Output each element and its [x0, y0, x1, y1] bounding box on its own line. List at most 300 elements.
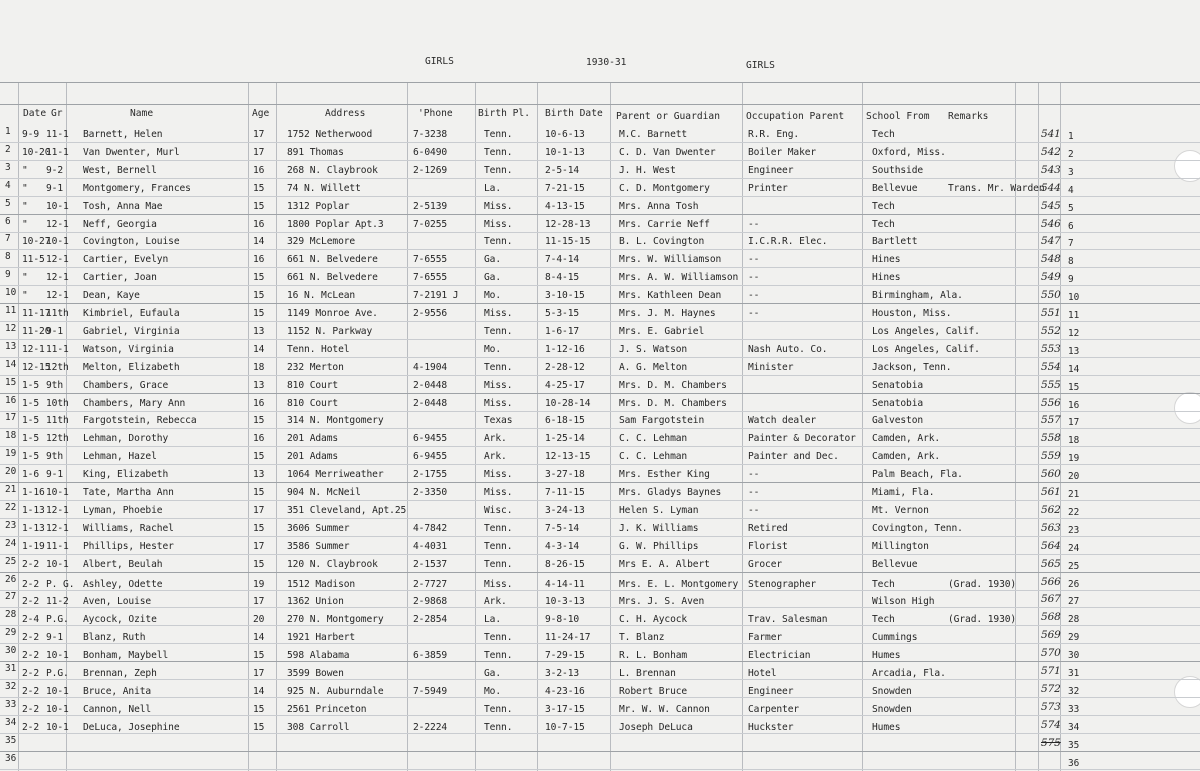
row-rule	[0, 661, 1200, 662]
row-number-right: 17	[1068, 417, 1080, 429]
cell-date: 1-16	[22, 487, 45, 498]
cell-school: Wilson High	[872, 596, 935, 608]
cell-occ: Hotel	[748, 668, 777, 679]
cell-date: 12-15	[22, 361, 51, 373]
cell-occ: Stenographer	[748, 578, 817, 590]
row-rule	[0, 751, 1200, 752]
cell-age: 15	[253, 558, 265, 570]
row-number-right: 8	[1068, 256, 1074, 268]
cell-bd: 10-1-13	[545, 146, 585, 158]
cell-addr: 3586 Summer	[287, 540, 350, 552]
cell-name: Van Dwenter, Murl	[83, 146, 180, 158]
row-number-left: 7	[5, 233, 11, 245]
cell-bp: Ark.	[484, 451, 507, 463]
cell-name: Dean, Kaye	[83, 290, 140, 302]
cell-bd: 4-25-17	[545, 379, 585, 391]
cell-bp: Ga.	[484, 254, 502, 266]
cell-age: 16	[253, 218, 265, 230]
cell-bp: Ark.	[484, 433, 507, 445]
register-number: 559	[1041, 450, 1061, 463]
register-number: 545	[1041, 199, 1061, 212]
row-number-right: 29	[1068, 632, 1080, 644]
cell-bp: Tenn.	[484, 558, 513, 570]
row-number-left: 16	[5, 394, 17, 406]
cell-gr: 11-2	[46, 596, 69, 608]
cell-age: 14	[253, 236, 265, 248]
cell-bd: 3-17-15	[545, 703, 585, 715]
cell-gr: P.G.	[46, 614, 69, 626]
cell-school: Palm Beach, Fla.	[872, 469, 963, 481]
cell-phone: 6-9455	[413, 433, 448, 445]
cell-occ: Grocer	[748, 558, 783, 570]
cell-addr: 3606 Summer	[287, 522, 350, 534]
row-rule	[0, 482, 1200, 483]
row-rule	[0, 393, 1200, 394]
row-number-right: 16	[1068, 399, 1080, 411]
row-number-right: 28	[1068, 614, 1080, 626]
cell-gr: 12-1	[46, 290, 69, 302]
cell-parent: G. W. Phillips	[619, 540, 699, 552]
cell-age: 13	[253, 325, 265, 337]
cell-phone: 4-4031	[413, 540, 448, 552]
cell-rem: (Grad. 1930)	[948, 578, 1017, 590]
cell-date: 2-2	[22, 668, 40, 679]
cell-school: Camden, Ark.	[872, 433, 941, 445]
cell-addr: 329 McLemore	[287, 236, 356, 248]
cell-name: Phillips, Hester	[83, 540, 174, 552]
header-2: Name	[130, 108, 154, 119]
cell-phone: 2-9556	[413, 308, 448, 319]
cell-school: Bellevue	[872, 182, 918, 194]
cell-bp: Miss.	[484, 218, 513, 230]
cell-date: 11-20	[22, 325, 51, 337]
cell-name: Cannon, Nell	[83, 703, 152, 715]
header-rule	[0, 82, 1200, 83]
register-number: 570	[1041, 647, 1061, 660]
cell-parent: Joseph DeLuca	[619, 721, 693, 733]
register-number: 571	[1041, 665, 1061, 677]
cell-age: 17	[253, 504, 265, 516]
row-number-right: 15	[1068, 381, 1080, 393]
header-5: 'Phone	[418, 108, 453, 119]
row-number-left: 26	[5, 573, 17, 585]
row-rule	[0, 303, 1200, 304]
cell-gr: 10-1	[46, 703, 69, 715]
cell-gr: P.G.	[46, 668, 69, 679]
row-number-right: 33	[1068, 703, 1080, 715]
cell-name: Gabriel, Virginia	[83, 325, 180, 337]
cell-age: 17	[253, 596, 265, 608]
cell-name: Blanz, Ruth	[83, 632, 146, 644]
row-number-left: 29	[5, 627, 17, 639]
cell-bp: La.	[484, 182, 502, 194]
cell-name: Williams, Rachel	[83, 522, 174, 534]
cell-occ: --	[748, 272, 760, 284]
cell-school: Senatobia	[872, 397, 924, 409]
register-number: 550	[1041, 289, 1061, 302]
cell-addr: 2561 Princeton	[287, 703, 367, 715]
row-number-left: 17	[5, 412, 17, 424]
cell-gr: 10-1	[46, 721, 69, 733]
cell-bd: 2-5-14	[545, 164, 580, 176]
register-number: 546	[1041, 217, 1061, 230]
row-number-left: 6	[5, 215, 11, 227]
cell-parent: Mrs. E. Gabriel	[619, 325, 705, 337]
cell-age: 15	[253, 650, 265, 662]
cell-date: "	[22, 182, 28, 194]
cell-bd: 8-26-15	[545, 558, 585, 570]
cell-bd: 1-25-14	[545, 433, 585, 445]
cell-occ: --	[748, 487, 760, 498]
cell-school: Tech	[872, 218, 895, 230]
row-number-right: 36	[1068, 757, 1080, 769]
cell-bd: 7-4-14	[545, 254, 580, 266]
row-rule	[0, 339, 1200, 340]
cell-addr: 232 Merton	[287, 361, 344, 373]
cell-parent: C. D. Van Dwenter	[619, 146, 716, 158]
cell-parent: J. K. Williams	[619, 522, 699, 534]
register-number: 558	[1041, 432, 1061, 445]
cell-bp: Mo.	[484, 290, 502, 302]
cell-bp: Miss.	[484, 578, 513, 590]
cell-gr: 12-1	[46, 522, 69, 534]
cell-bd: 10-7-15	[545, 721, 585, 733]
cell-occ: Retired	[748, 522, 788, 534]
cell-name: Montgomery, Frances	[83, 182, 191, 194]
header-0: Date	[23, 108, 47, 119]
cell-occ: Painter & Decorator	[748, 433, 856, 445]
register-number: 541	[1041, 128, 1061, 140]
row-number-left: 18	[5, 430, 17, 442]
cell-age: 14	[253, 632, 265, 644]
cell-bd: 3-10-15	[545, 290, 585, 302]
cell-age: 16	[253, 164, 265, 176]
cell-parent: Mrs. E. L. Montgomery	[619, 578, 739, 590]
cell-phone: 2-0448	[413, 397, 448, 409]
cell-addr: 1152 N. Parkway	[287, 325, 373, 337]
cell-gr: 9-1	[46, 469, 64, 481]
cell-addr: 1064 Merriweather	[287, 469, 384, 481]
cell-bd: 3-24-13	[545, 504, 585, 516]
row-number-right: 6	[1068, 220, 1074, 232]
title-center: 1930-31	[586, 57, 627, 68]
cell-age: 15	[253, 703, 265, 715]
cell-bd: 7-5-14	[545, 522, 580, 534]
cell-bd: 1-12-16	[545, 343, 585, 355]
cell-name: Lyman, Phoebie	[83, 504, 163, 516]
cell-phone: 2-1269	[413, 164, 448, 176]
cell-school: Oxford, Miss.	[872, 146, 946, 158]
cell-addr: 1921 Harbert	[287, 632, 356, 644]
row-number-left: 31	[5, 663, 17, 674]
cell-gr: 11-1	[46, 146, 69, 158]
column-rule	[537, 82, 538, 771]
row-number-right: 9	[1068, 274, 1074, 286]
cell-occ: Printer	[748, 182, 788, 194]
cell-phone: 2-2224	[413, 721, 448, 733]
cell-date: 1-5	[22, 451, 40, 463]
register-number: 568	[1041, 611, 1061, 624]
cell-addr: 1312 Poplar	[287, 200, 350, 212]
cell-gr: 9-1	[46, 632, 64, 644]
cell-bd: 7-11-15	[545, 487, 585, 498]
cell-age: 16	[253, 397, 265, 409]
cell-addr: 351 Cleveland, Apt.25	[287, 504, 407, 516]
row-number-left: 2	[5, 143, 11, 155]
cell-age: 17	[253, 668, 265, 679]
row-rule	[0, 214, 1200, 215]
cell-name: King, Elizabeth	[83, 469, 169, 481]
row-number-left: 5	[5, 197, 11, 209]
cell-addr: 810 Court	[287, 379, 339, 391]
row-number-left: 11	[5, 305, 17, 316]
register-number: 557	[1041, 414, 1061, 427]
cell-bp: Tenn.	[484, 650, 513, 662]
cell-gr: 12th	[46, 433, 69, 445]
row-number-right: 32	[1068, 685, 1080, 697]
cell-addr: 904 N. McNeil	[287, 487, 361, 498]
row-number-right: 1	[1068, 131, 1074, 142]
cell-age: 16	[253, 433, 265, 445]
binder-hole	[1174, 392, 1200, 424]
cell-school: Cummings	[872, 632, 918, 644]
cell-phone: 7-0255	[413, 218, 448, 230]
row-number-left: 23	[5, 519, 17, 531]
column-rule	[407, 82, 408, 771]
register-number: 547	[1041, 235, 1061, 248]
row-number-left: 21	[5, 484, 17, 495]
cell-gr: 11-1	[46, 343, 69, 355]
header-6: Birth Pl.	[478, 108, 530, 119]
row-number-left: 32	[5, 680, 17, 692]
cell-parent: Mrs. A. W. Williamson	[619, 272, 739, 284]
cell-occ: Carpenter	[748, 703, 800, 715]
cell-phone: 2-0448	[413, 379, 448, 391]
cell-gr: 9-1	[46, 182, 64, 194]
cell-bd: 3-27-18	[545, 469, 585, 481]
cell-occ: Huckster	[748, 721, 794, 733]
register-number: 548	[1041, 253, 1061, 266]
cell-occ: Minister	[748, 361, 794, 373]
cell-date: "	[22, 200, 28, 212]
cell-occ: Painter and Dec.	[748, 451, 839, 463]
row-number-left: 19	[5, 448, 17, 460]
row-number-left: 12	[5, 322, 17, 334]
cell-school: Tech	[872, 614, 895, 626]
row-number-right: 34	[1068, 721, 1080, 733]
cell-bp: Tenn.	[484, 703, 513, 715]
cell-school: Humes	[872, 650, 901, 662]
cell-bp: Texas	[484, 415, 513, 427]
cell-name: Cartier, Joan	[83, 272, 157, 284]
cell-bd: 11-24-17	[545, 632, 591, 644]
cell-date: "	[22, 290, 28, 302]
header-9: Occupation Parent	[746, 111, 845, 122]
cell-parent: T. Blanz	[619, 632, 665, 644]
cell-phone: 4-7842	[413, 522, 448, 534]
cell-phone: 2-7727	[413, 578, 448, 590]
row-number-right: 2	[1068, 148, 1074, 160]
cell-date: 12-1	[22, 343, 45, 355]
row-rule	[0, 160, 1200, 161]
cell-bd: 11-15-15	[545, 236, 591, 248]
cell-school: Galveston	[872, 415, 924, 427]
column-rule	[742, 82, 743, 771]
cell-school: Houston, Miss.	[872, 308, 952, 319]
register-number: 565	[1041, 557, 1061, 570]
cell-name: Neff, Georgia	[83, 218, 157, 230]
cell-name: Barnett, Helen	[83, 129, 163, 140]
cell-gr: 12-1	[46, 218, 69, 230]
row-rule	[0, 232, 1200, 233]
cell-school: Jackson, Tenn.	[872, 361, 952, 373]
cell-occ: --	[748, 218, 760, 230]
cell-addr: 201 Adams	[287, 451, 339, 463]
register-number: 549	[1041, 271, 1061, 284]
cell-gr: 10-1	[46, 236, 69, 248]
cell-bd: 7-21-15	[545, 182, 585, 194]
cell-addr: 891 Thomas	[287, 146, 344, 158]
cell-bp: Tenn.	[484, 325, 513, 337]
cell-occ: Florist	[748, 540, 788, 552]
cell-bd: 4-14-11	[545, 578, 585, 590]
cell-phone: 7-3238	[413, 129, 448, 140]
cell-bp: Tenn.	[484, 522, 513, 534]
cell-bp: Tenn.	[484, 361, 513, 373]
cell-bd: 6-18-15	[545, 415, 585, 427]
cell-bd: 4-23-16	[545, 685, 585, 697]
cell-date: 2-2	[22, 558, 40, 570]
cell-bp: Mo.	[484, 343, 502, 355]
cell-school: Miami, Fla.	[872, 487, 935, 498]
cell-age: 17	[253, 129, 265, 140]
row-number-left: 25	[5, 555, 17, 567]
cell-parent: C. C. Lehman	[619, 451, 688, 463]
cell-school: Snowden	[872, 685, 912, 697]
cell-date: 2-2	[22, 632, 40, 644]
row-number-right: 5	[1068, 202, 1074, 214]
cell-age: 13	[253, 469, 265, 481]
cell-parent: C. H. Aycock	[619, 614, 688, 626]
register-number: 553	[1041, 342, 1061, 355]
cell-date: 1-5	[22, 397, 40, 409]
cell-date: 1-6	[22, 469, 40, 481]
cell-age: 15	[253, 487, 265, 498]
cell-occ: --	[748, 254, 760, 266]
cell-gr: P. G.	[46, 578, 75, 590]
cell-occ: Watch dealer	[748, 415, 817, 427]
cell-phone: 7-6555	[413, 254, 448, 266]
column-rule	[248, 82, 249, 771]
cell-age: 18	[253, 361, 265, 373]
header-8: Parent or Guardian	[616, 111, 720, 122]
row-number-left: 1	[5, 126, 11, 137]
cell-parent: Mrs. J. M. Haynes	[619, 308, 716, 319]
cell-parent: C. C. Lehman	[619, 433, 688, 445]
cell-parent: R. L. Bonham	[619, 650, 688, 662]
row-number-left: 35	[5, 734, 17, 746]
column-rule	[18, 82, 19, 771]
cell-parent: J. H. West	[619, 164, 676, 176]
cell-date: "	[22, 164, 28, 176]
cell-bp: La.	[484, 614, 502, 626]
register-number: 543	[1041, 163, 1061, 176]
row-rule	[0, 196, 1200, 197]
register-number: 552	[1041, 324, 1061, 337]
cell-bd: 1-6-17	[545, 325, 580, 337]
cell-school: Millington	[872, 540, 929, 552]
row-number-left: 28	[5, 609, 17, 621]
cell-bp: Tenn.	[484, 540, 513, 552]
row-rule	[0, 428, 1200, 429]
cell-name: Lehman, Dorothy	[83, 433, 169, 445]
cell-addr: 598 Alabama	[287, 650, 350, 662]
register-number: 566	[1041, 575, 1061, 588]
row-number-left: 3	[5, 161, 11, 173]
cell-parent: A. G. Melton	[619, 361, 688, 373]
cell-school: Tech	[872, 200, 895, 212]
cell-bd: 9-8-10	[545, 614, 580, 626]
cell-date: 1-13	[22, 522, 45, 534]
cell-addr: 270 N. Montgomery	[287, 614, 384, 626]
cell-addr: 308 Carroll	[287, 721, 350, 733]
cell-phone: 2-2854	[413, 614, 448, 626]
cell-parent: Helen S. Lyman	[619, 504, 699, 516]
cell-addr: 3599 Bowen	[287, 668, 344, 679]
cell-date: 11-5	[22, 254, 45, 266]
cell-addr: Tenn. Hotel	[287, 343, 350, 355]
row-number-left: 30	[5, 645, 17, 657]
cell-parent: Mrs E. A. Albert	[619, 558, 710, 570]
cell-bp: Wisc.	[484, 504, 513, 516]
cell-bp: Miss.	[484, 379, 513, 391]
cell-addr: 268 N. Claybrook	[287, 164, 378, 176]
row-number-right: 12	[1068, 327, 1080, 339]
row-rule	[0, 572, 1200, 573]
register-number: 569	[1041, 629, 1061, 642]
cell-name: DeLuca, Josephine	[83, 721, 180, 733]
cell-parent: Sam Fargotstein	[619, 415, 705, 427]
cell-gr: 10-1	[46, 487, 69, 498]
cell-gr: 10-1	[46, 558, 69, 570]
cell-gr: 10-1	[46, 200, 69, 212]
cell-parent: Mr. W. W. Cannon	[619, 703, 710, 715]
row-rule	[0, 285, 1200, 286]
cell-gr: 11-1	[46, 129, 69, 140]
cell-bp: Mo.	[484, 685, 502, 697]
cell-phone: 2-5139	[413, 200, 448, 212]
cell-name: Ashley, Odette	[83, 578, 163, 590]
row-number-right: 19	[1068, 453, 1080, 465]
row-rule	[0, 464, 1200, 465]
row-number-right: 27	[1068, 596, 1080, 608]
cell-age: 15	[253, 290, 265, 302]
row-rule	[0, 625, 1200, 626]
cell-parent: Mrs. Carrie Neff	[619, 218, 710, 230]
row-rule	[0, 518, 1200, 519]
cell-date: 2-4	[22, 614, 40, 626]
cell-occ: Nash Auto. Co.	[748, 343, 828, 355]
cell-name: Tosh, Anna Mae	[83, 200, 163, 212]
cell-gr: 9th	[46, 451, 64, 463]
cell-school: Tech	[872, 578, 895, 590]
cell-gr: 10-1	[46, 650, 69, 662]
cell-parent: Robert Bruce	[619, 685, 688, 697]
column-rule	[475, 82, 476, 771]
header-7: Birth Date	[545, 108, 603, 119]
cell-school: Tech	[872, 129, 895, 140]
cell-addr: 16 N. McLean	[287, 290, 356, 302]
